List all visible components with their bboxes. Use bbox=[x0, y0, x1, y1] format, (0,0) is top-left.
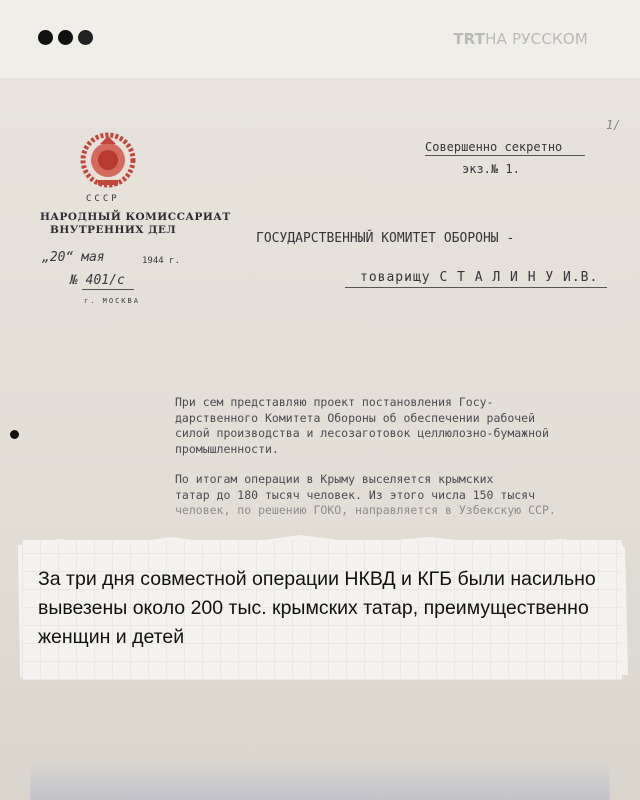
menu-dots-icon[interactable] bbox=[38, 30, 93, 45]
paragraph-line: человек, по решению ГОКО, направляется в Узбекскую ССР. bbox=[175, 503, 556, 517]
document-city: г. МОСКВА bbox=[84, 297, 140, 305]
brand-bold: TRT bbox=[453, 30, 486, 48]
dot-icon bbox=[78, 30, 93, 45]
hole-punch-icon bbox=[10, 430, 19, 439]
document-number: № 401/с bbox=[70, 273, 125, 288]
margin-mark: 1/ bbox=[606, 118, 621, 132]
divider bbox=[425, 155, 585, 156]
dot-icon bbox=[38, 30, 53, 45]
paragraph-2 bbox=[175, 472, 635, 519]
document-year: 1944 г. bbox=[142, 256, 180, 266]
addressee-line-1: ГОСУДАРСТВЕННЫЙ КОМИТЕТ ОБОРОНЫ - bbox=[256, 231, 515, 246]
paragraph-line: дарственного Комитета Обороны об обеспечении рабочей bbox=[175, 410, 536, 425]
classification-stamp: Совершенно секретно bbox=[425, 140, 563, 154]
ussr-emblem-icon bbox=[78, 130, 138, 190]
bottom-fade bbox=[30, 760, 610, 800]
ministry-line-2: ВНУТРЕННИХ ДЕЛ bbox=[50, 224, 177, 236]
brand-logo bbox=[453, 30, 588, 48]
divider bbox=[345, 287, 607, 288]
paragraph-1 bbox=[175, 395, 635, 457]
divider bbox=[82, 289, 134, 290]
paragraph-line: силой производства и лесозаготовок целлюлозно-бумажной bbox=[175, 426, 549, 440]
dot-icon bbox=[58, 30, 73, 45]
emblem-label: СССР bbox=[86, 194, 120, 204]
caption-text: За три дня совместной операции НКВД и КГБ были насильно вывезены около 200 тыс. крымских татар, преимущественно женщин и детей bbox=[38, 568, 596, 648]
copy-number: экз.№ 1. bbox=[462, 162, 520, 176]
top-bar bbox=[0, 0, 640, 78]
paragraph-line: При сем представляю проект постановления Госу- bbox=[175, 395, 494, 409]
paragraph-line: По итогам операции в Крыму выселяется крымских bbox=[175, 472, 494, 486]
addressee-line-2: товарищу С Т А Л И Н У И.В. bbox=[360, 270, 599, 285]
paragraph-line: татар до 180 тысяч человек. Из этого числа 150 тысяч bbox=[175, 487, 536, 502]
paragraph-line: промышленности. bbox=[175, 441, 279, 456]
document-date: „20“ мая bbox=[42, 250, 105, 265]
brand-light: НА РУССКОМ bbox=[485, 30, 588, 48]
ministry-line-1: НАРОДНЫЙ КОМИССАРИАТ bbox=[40, 211, 231, 223]
